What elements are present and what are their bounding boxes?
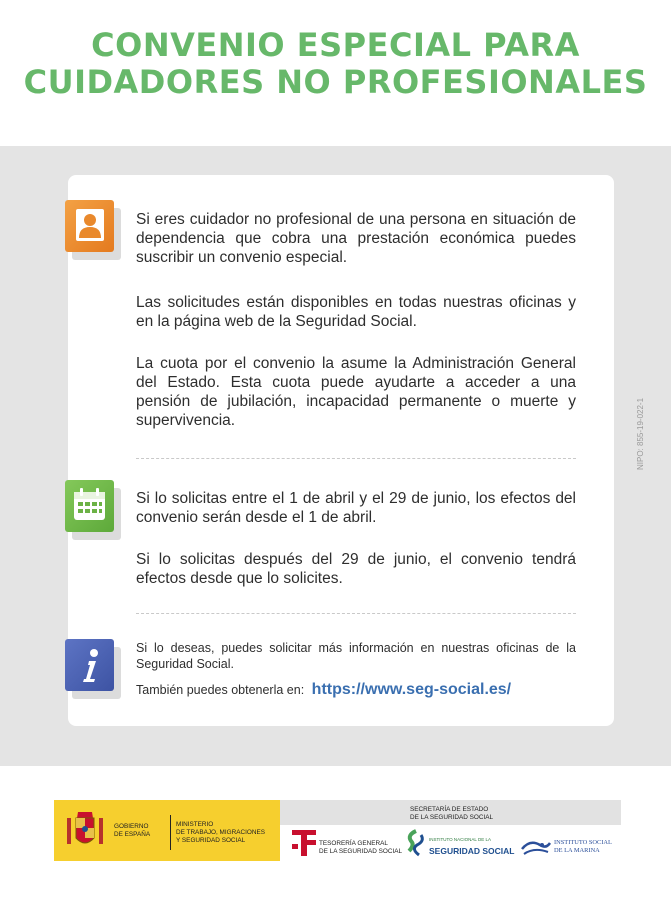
inss-small-text: INSTITUTO NACIONAL DE LA	[429, 837, 492, 842]
divider-1	[136, 458, 576, 459]
section1-paragraph-2: Las solicitudes están disponibles en todas nuestras oficinas y en la página web de la Seguridad Social.	[136, 294, 576, 330]
inss-logo-icon	[405, 829, 427, 857]
user-icon	[65, 200, 114, 252]
section2-paragraph-2: Si lo solicitas después del 29 de junio, el convenio tendrá efectos desde que lo solicites.	[136, 551, 576, 587]
ism-line-1: INSTITUTO SOCIAL	[554, 839, 612, 846]
ministerio-line-1: MINISTERIO	[176, 821, 214, 828]
tesoreria-logo-icon	[292, 830, 316, 856]
page-title	[0, 27, 671, 101]
info-icon	[65, 639, 114, 691]
section3-paragraph: Si lo deseas, puedes solicitar más información en nuestras oficinas de la Seguridad Social.	[136, 641, 576, 671]
secretaria-line-2: DE LA SEGURIDAD SOCIAL	[410, 814, 494, 821]
secretaria-line-1: SECRETARÍA DE ESTADO	[410, 806, 489, 813]
section1-paragraph-3: La cuota por el convenio la asume la Administración General del Estado. Esta cuota puede ayudarte a acceder a una pensión de jubilación, incapacidad permanente o muerte y supervivencia.	[136, 355, 576, 429]
tesoreria-line-1: TESORERÍA GENERAL	[319, 840, 388, 847]
gobierno-text	[114, 823, 150, 839]
nipo-code: NIPO: 855-19-022-1	[636, 397, 645, 470]
tesoreria-line-2: DE LA SEGURIDAD SOCIAL	[319, 848, 403, 855]
spain-coat-of-arms-icon	[64, 808, 106, 854]
web-line	[136, 680, 511, 700]
web-prefix: También puedes obtenerla en:	[136, 683, 305, 697]
ism-text	[554, 839, 612, 855]
section2-paragraph-1: Si lo solicitas entre el 1 de abril y el 29 de junio, los efectos del convenio serán desde el 1 de abril.	[136, 490, 576, 526]
inss-big-text: SEGURIDAD SOCIAL	[429, 846, 515, 856]
secretaria-text	[410, 806, 493, 822]
ministerio-text	[176, 821, 265, 845]
footer-divider	[170, 815, 171, 850]
ministerio-line-2: DE TRABAJO, MIGRACIONES	[176, 829, 266, 836]
ministerio-line-3: Y SEGURIDAD SOCIAL	[176, 837, 246, 844]
divider-2	[136, 613, 576, 614]
gobierno-line-1: GOBIERNO	[114, 823, 149, 830]
website-link[interactable]: https://www.seg-social.es/	[311, 681, 512, 698]
ism-logo-icon	[520, 837, 552, 857]
calendar-icon	[65, 480, 114, 532]
title-line-1: CONVENIO ESPECIAL PARA	[91, 26, 580, 64]
title-line-2: CUIDADORES NO PROFESIONALES	[23, 63, 648, 101]
ism-line-2: DE LA MARINA	[554, 847, 600, 854]
tesoreria-text	[319, 840, 402, 856]
gobierno-line-2: DE ESPAÑA	[114, 831, 151, 838]
section1-paragraph-1: Si eres cuidador no profesional de una persona en situación de dependencia que cobra una prestación económica puedes suscribir un convenio especial.	[136, 211, 576, 266]
